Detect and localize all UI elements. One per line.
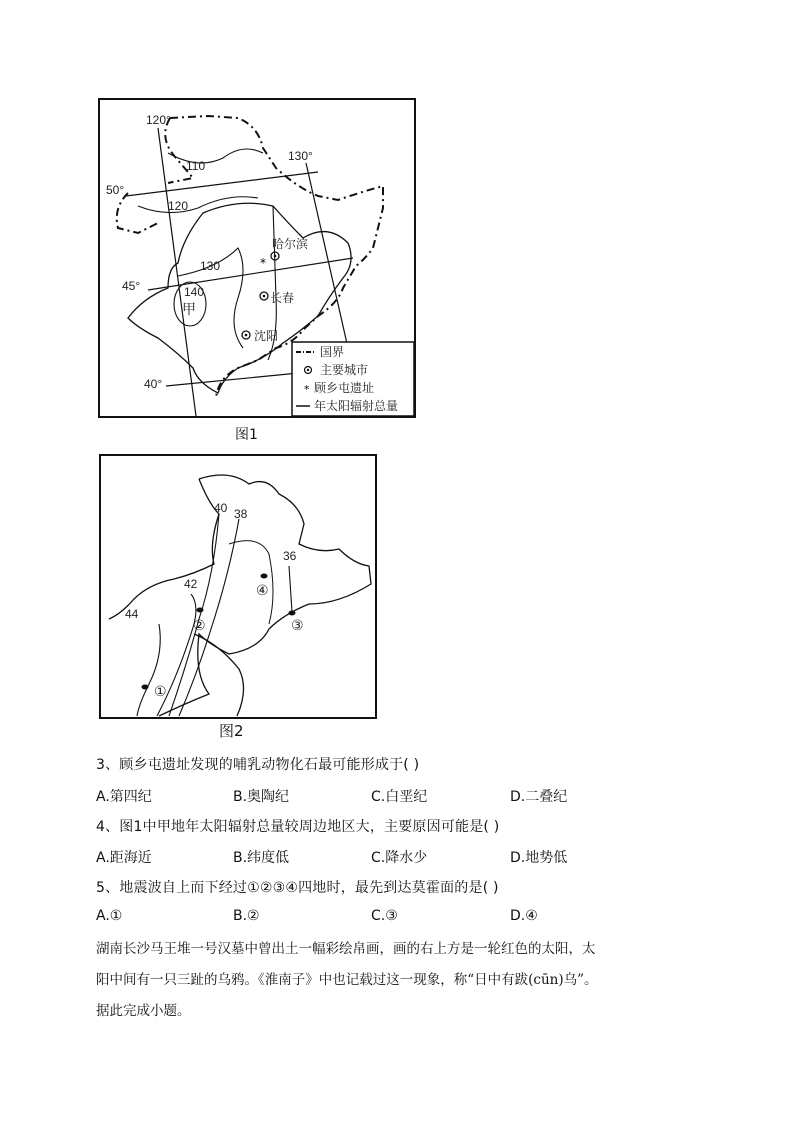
point-1-label: ① (154, 683, 167, 699)
isoline-label-42: 42 (184, 577, 198, 591)
q5-option-c[interactable]: C.③ (371, 908, 398, 924)
q4-option-a[interactable]: A.距海近 (96, 850, 152, 866)
passage-line-3: 据此完成小题。 (96, 1003, 191, 1019)
isoline-label-38: 38 (234, 507, 248, 521)
point-4-marker (261, 574, 268, 579)
meridian-label-130: 130° (288, 149, 313, 163)
isoline-label-40: 40 (214, 501, 228, 515)
legend-border: 国界 (320, 345, 345, 359)
point-3-marker (289, 611, 296, 616)
q5-option-d[interactable]: D.④ (510, 908, 538, 924)
isoline-label-120: 120 (168, 199, 189, 213)
point-3-label: ③ (291, 617, 304, 633)
meridian-label-120: 120° (146, 113, 171, 127)
city-label-harbin: 哈尔滨 (272, 237, 309, 251)
isoline-label-130: 130 (200, 259, 221, 273)
point-2-marker (197, 608, 204, 613)
q5-option-b[interactable]: B.② (233, 908, 260, 924)
question-5-text: 5、地震波自上而下经过①②③④四地时，最先到达莫霍面的是( ) (96, 880, 499, 896)
question-4-text: 4、图1中甲地年太阳辐射总量较周边地区大，主要原因可能是( ) (96, 819, 500, 835)
question-3-text: 3、顾乡屯遗址发现的哺乳动物化石最可能形成于( ) (96, 757, 420, 773)
isoline-label-44: 44 (125, 607, 139, 621)
q3-option-b[interactable]: B.奥陶纪 (233, 789, 290, 805)
figure-2-map (99, 454, 379, 720)
parallel-label-40: 40° (144, 377, 163, 391)
q3-option-c[interactable]: C.白垩纪 (371, 789, 428, 805)
figure-2-caption: 图2 (219, 722, 244, 740)
passage-line-1: 湖南长沙马王堆一号汉墓中曾出土一幅彩绘帛画，画的右上方是一轮红色的太阳，太 (96, 941, 596, 957)
city-label-shenyang: 沈阳 (254, 329, 279, 343)
isoline-label-140: 140 (184, 285, 205, 299)
parallel-label-50: 50° (106, 183, 125, 197)
passage-line-2: 阳中间有一只三趾的乌鸦。《淮南子》中也记载过这一现象，称“日中有跋(cūn)乌”。 (96, 972, 598, 988)
point-2-label: ② (193, 617, 206, 633)
point-1-marker (142, 685, 149, 690)
legend-isoline: 年太阳辐射总量 (314, 399, 399, 413)
q3-option-d[interactable]: D.二叠纪 (510, 789, 568, 805)
region-label-jia: 甲 (182, 301, 196, 317)
city-label-changchun: 长春 (270, 291, 295, 305)
site-star-marker: * (260, 256, 266, 270)
figure-1-caption: 图1 (235, 427, 258, 443)
legend-site-symbol: * (304, 383, 310, 396)
figure-2-frame (100, 455, 376, 718)
q5-option-a[interactable]: A.① (96, 908, 123, 924)
legend-city: 主要城市 (320, 363, 369, 377)
point-4-label: ④ (256, 582, 269, 598)
figure-1-map (98, 98, 418, 420)
legend-site: 顾乡屯遗址 (314, 381, 375, 395)
isoline-label-36: 36 (283, 549, 297, 563)
q4-option-b[interactable]: B.纬度低 (233, 850, 290, 866)
isoline-label-110: 110 (186, 159, 206, 173)
parallel-label-45: 45° (122, 279, 141, 293)
passage (96, 934, 706, 1027)
q3-option-a[interactable]: A.第四纪 (96, 789, 152, 805)
q4-option-d[interactable]: D.地势低 (510, 850, 568, 866)
q4-option-c[interactable]: C.降水少 (371, 850, 428, 866)
